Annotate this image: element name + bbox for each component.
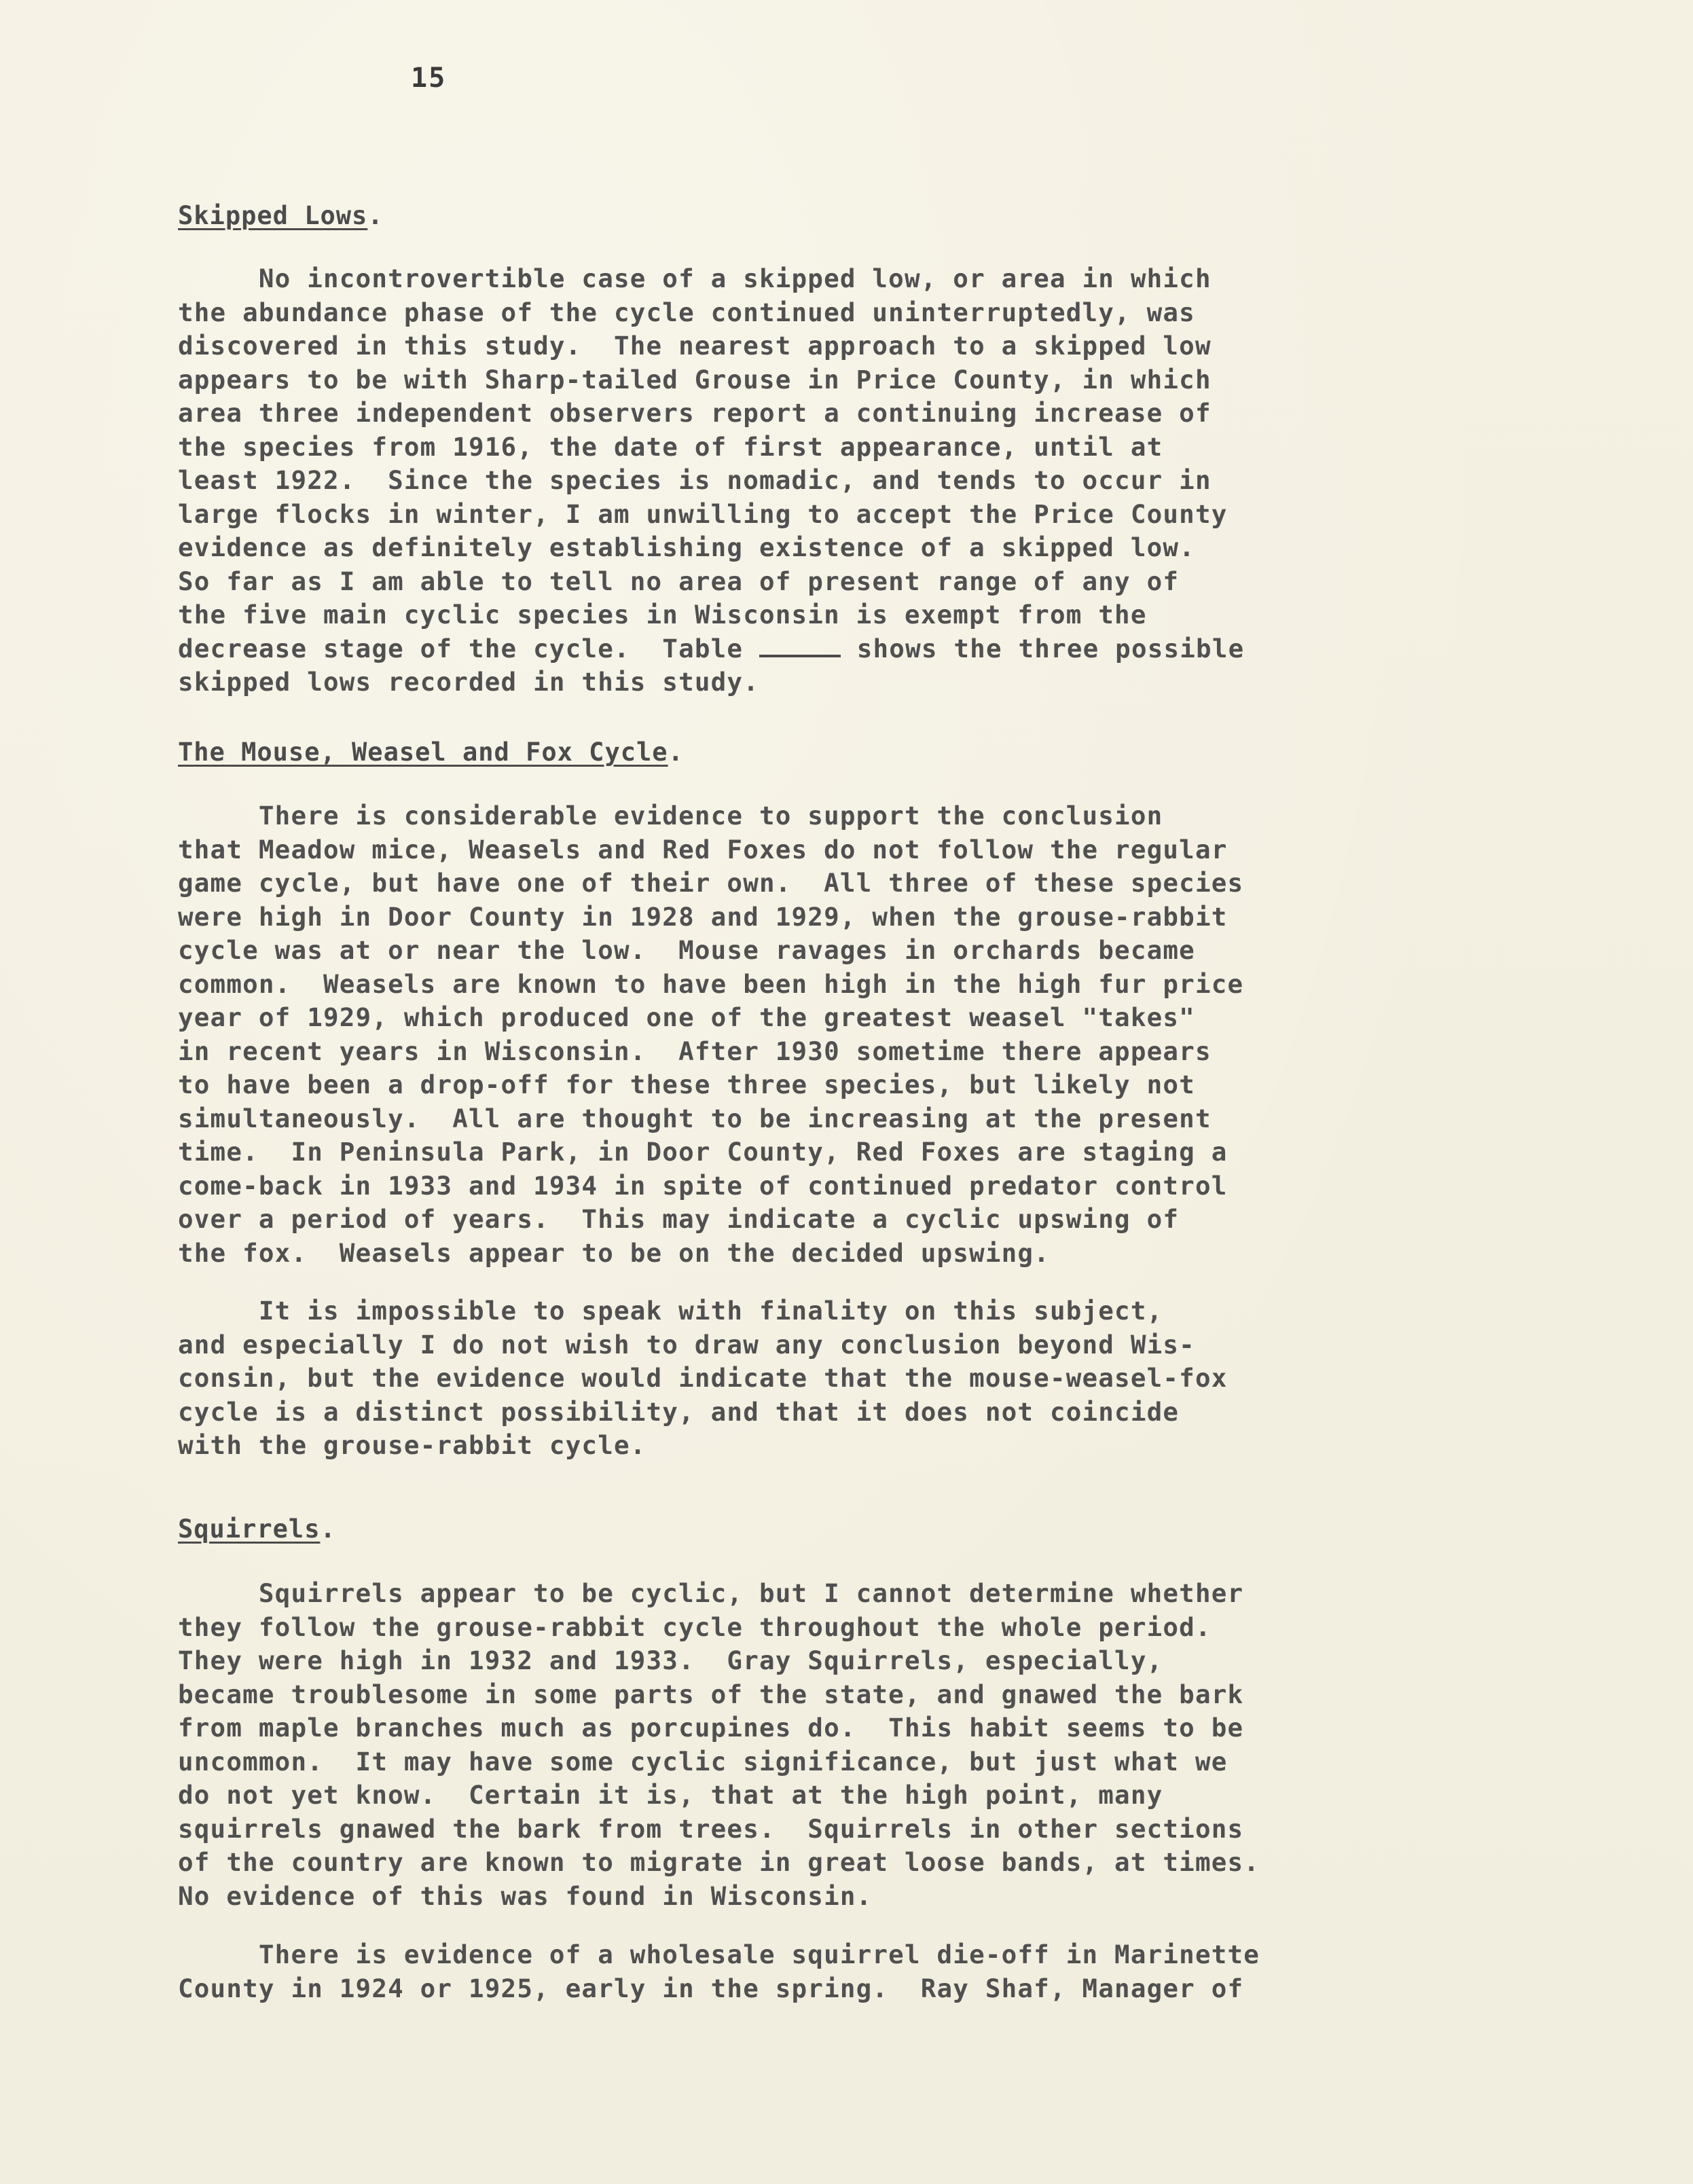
text-line: So far as I am able to tell no area of present range of any of [178,566,1180,596]
text-line: No evidence of this was found in Wisconsin. [178,1880,873,1911]
text-line: with the grouse-rabbit cycle. [178,1430,647,1460]
heading-period: . [320,1514,336,1544]
text-line: least 1922. Since the species is nomadic, and tends to occur in [178,465,1212,495]
text-line: consin, but the evidence would indicate that the mouse-weasel-fox [178,1363,1228,1393]
section-heading [178,738,1536,767]
text-line: year of 1929, which produced one of the greatest weasel "takes" [178,1002,1195,1032]
text-line: the species from 1916, the date of first appearance, until at [178,431,1163,462]
text-line: Squirrels appear to be cyclic, but I cannot determine whether [178,1578,1244,1608]
text-fragment: decrease stage of the cycle. Table [178,633,759,663]
text-line: large flocks in winter, I am unwilling to accept the Price County [178,498,1228,529]
text-line: do not yet know. Certain it is, that at the high point, many [178,1780,1163,1810]
heading-period: . [668,738,684,767]
section-heading [178,1514,1536,1544]
page-number: 15 [411,62,447,94]
paragraph [178,1294,1536,1463]
text-line: over a period of years. This may indicate a cyclic upswing of [178,1204,1180,1234]
paragraph [178,799,1536,1270]
text-line: to have been a drop-off for these three species, but likely not [178,1070,1195,1099]
heading-text: Skipped Lows [178,201,368,230]
text-line: There is considerable evidence to support the conclusion [178,801,1163,831]
text-line: the five main cyclic species in Wisconsin is exempt from the [178,600,1147,630]
text-line: the abundance phase of the cycle continued uninterruptedly, was [178,297,1195,327]
heading-period: . [367,201,384,230]
text-line: discovered in this study. The nearest approach to a skipped low [178,331,1212,361]
table-number-blank [759,634,841,657]
heading-text: The Mouse, Weasel and Fox Cycle [178,738,668,767]
paragraph [178,1577,1536,1913]
text-line: No incontrovertible case of a skipped low, or area in which [178,263,1212,293]
text-line: they follow the grouse-rabbit cycle throughout the whole period. [178,1612,1212,1642]
text-line: of the country are known to migrate in great loose bands, at times. [178,1847,1260,1877]
section-heading [178,201,1536,230]
text-line: skipped lows recorded in this study. [178,667,759,697]
text-fragment: shows the three possible [840,633,1245,663]
paragraph [178,262,1536,699]
section-mouse-weasel-fox [178,738,1536,767]
text-line: uncommon. It may have some cyclic significance, but just what we [178,1746,1228,1777]
text-line: squirrels gnawed the bark from trees. Squirrels in other sections [178,1813,1244,1844]
text-line: area three independent observers report a continuing increase of [178,398,1212,428]
heading-text: Squirrels [178,1514,321,1544]
text-line: became troublesome in some parts of the state, and gnawed the bark [178,1679,1244,1709]
text-line: from maple branches much as porcupines do. This habit seems to be [178,1713,1244,1743]
text-line: the fox. Weasels appear to be on the decided upswing. [178,1237,1050,1268]
text-line: appears to be with Sharp-tailed Grouse in Price County, in which [178,364,1212,395]
text-line: and especially I do not wish to draw any conclusion beyond Wis- [178,1329,1195,1360]
text-line: common. Weasels are known to have been high in the high fur price [178,968,1244,999]
text-line: It is impossible to speak with finality on this subject, [178,1296,1163,1326]
text-line: were high in Door County in 1928 and 1929, when the grouse-rabbit [178,901,1228,932]
text-line: game cycle, but have one of their own. All three of these species [178,868,1244,898]
text-line-with-blank [178,632,1536,666]
text-line: There is evidence of a wholesale squirrel die-off in Marinette [178,1940,1260,1969]
text-line: They were high in 1932 and 1933. Gray Squirrels, especially, [178,1645,1163,1675]
text-line: cycle was at or near the low. Mouse ravages in orchards became [178,935,1195,965]
section-squirrels [178,1514,1536,1544]
text-line: cycle is a distinct possibility, and that it does not coincide [178,1396,1180,1427]
text-line: simultaneously. All are thought to be increasing at the present [178,1103,1212,1133]
text-line: come-back in 1933 and 1934 in spite of continued predator control [178,1170,1228,1201]
text-line: County in 1924 or 1925, early in the spring. Ray Shaf, Manager of [178,1973,1244,2003]
paragraph [178,1938,1536,2005]
section-skipped-lows [178,201,1536,230]
text-line: evidence as definitely establishing existence of a skipped low. [178,532,1195,562]
text-line: in recent years in Wisconsin. After 1930 sometime there appears [178,1036,1212,1066]
text-line: that Meadow mice, Weasels and Red Foxes do not follow the regular [178,834,1228,864]
text-line: time. In Peninsula Park, in Door County, Red Foxes are staging a [178,1137,1228,1167]
